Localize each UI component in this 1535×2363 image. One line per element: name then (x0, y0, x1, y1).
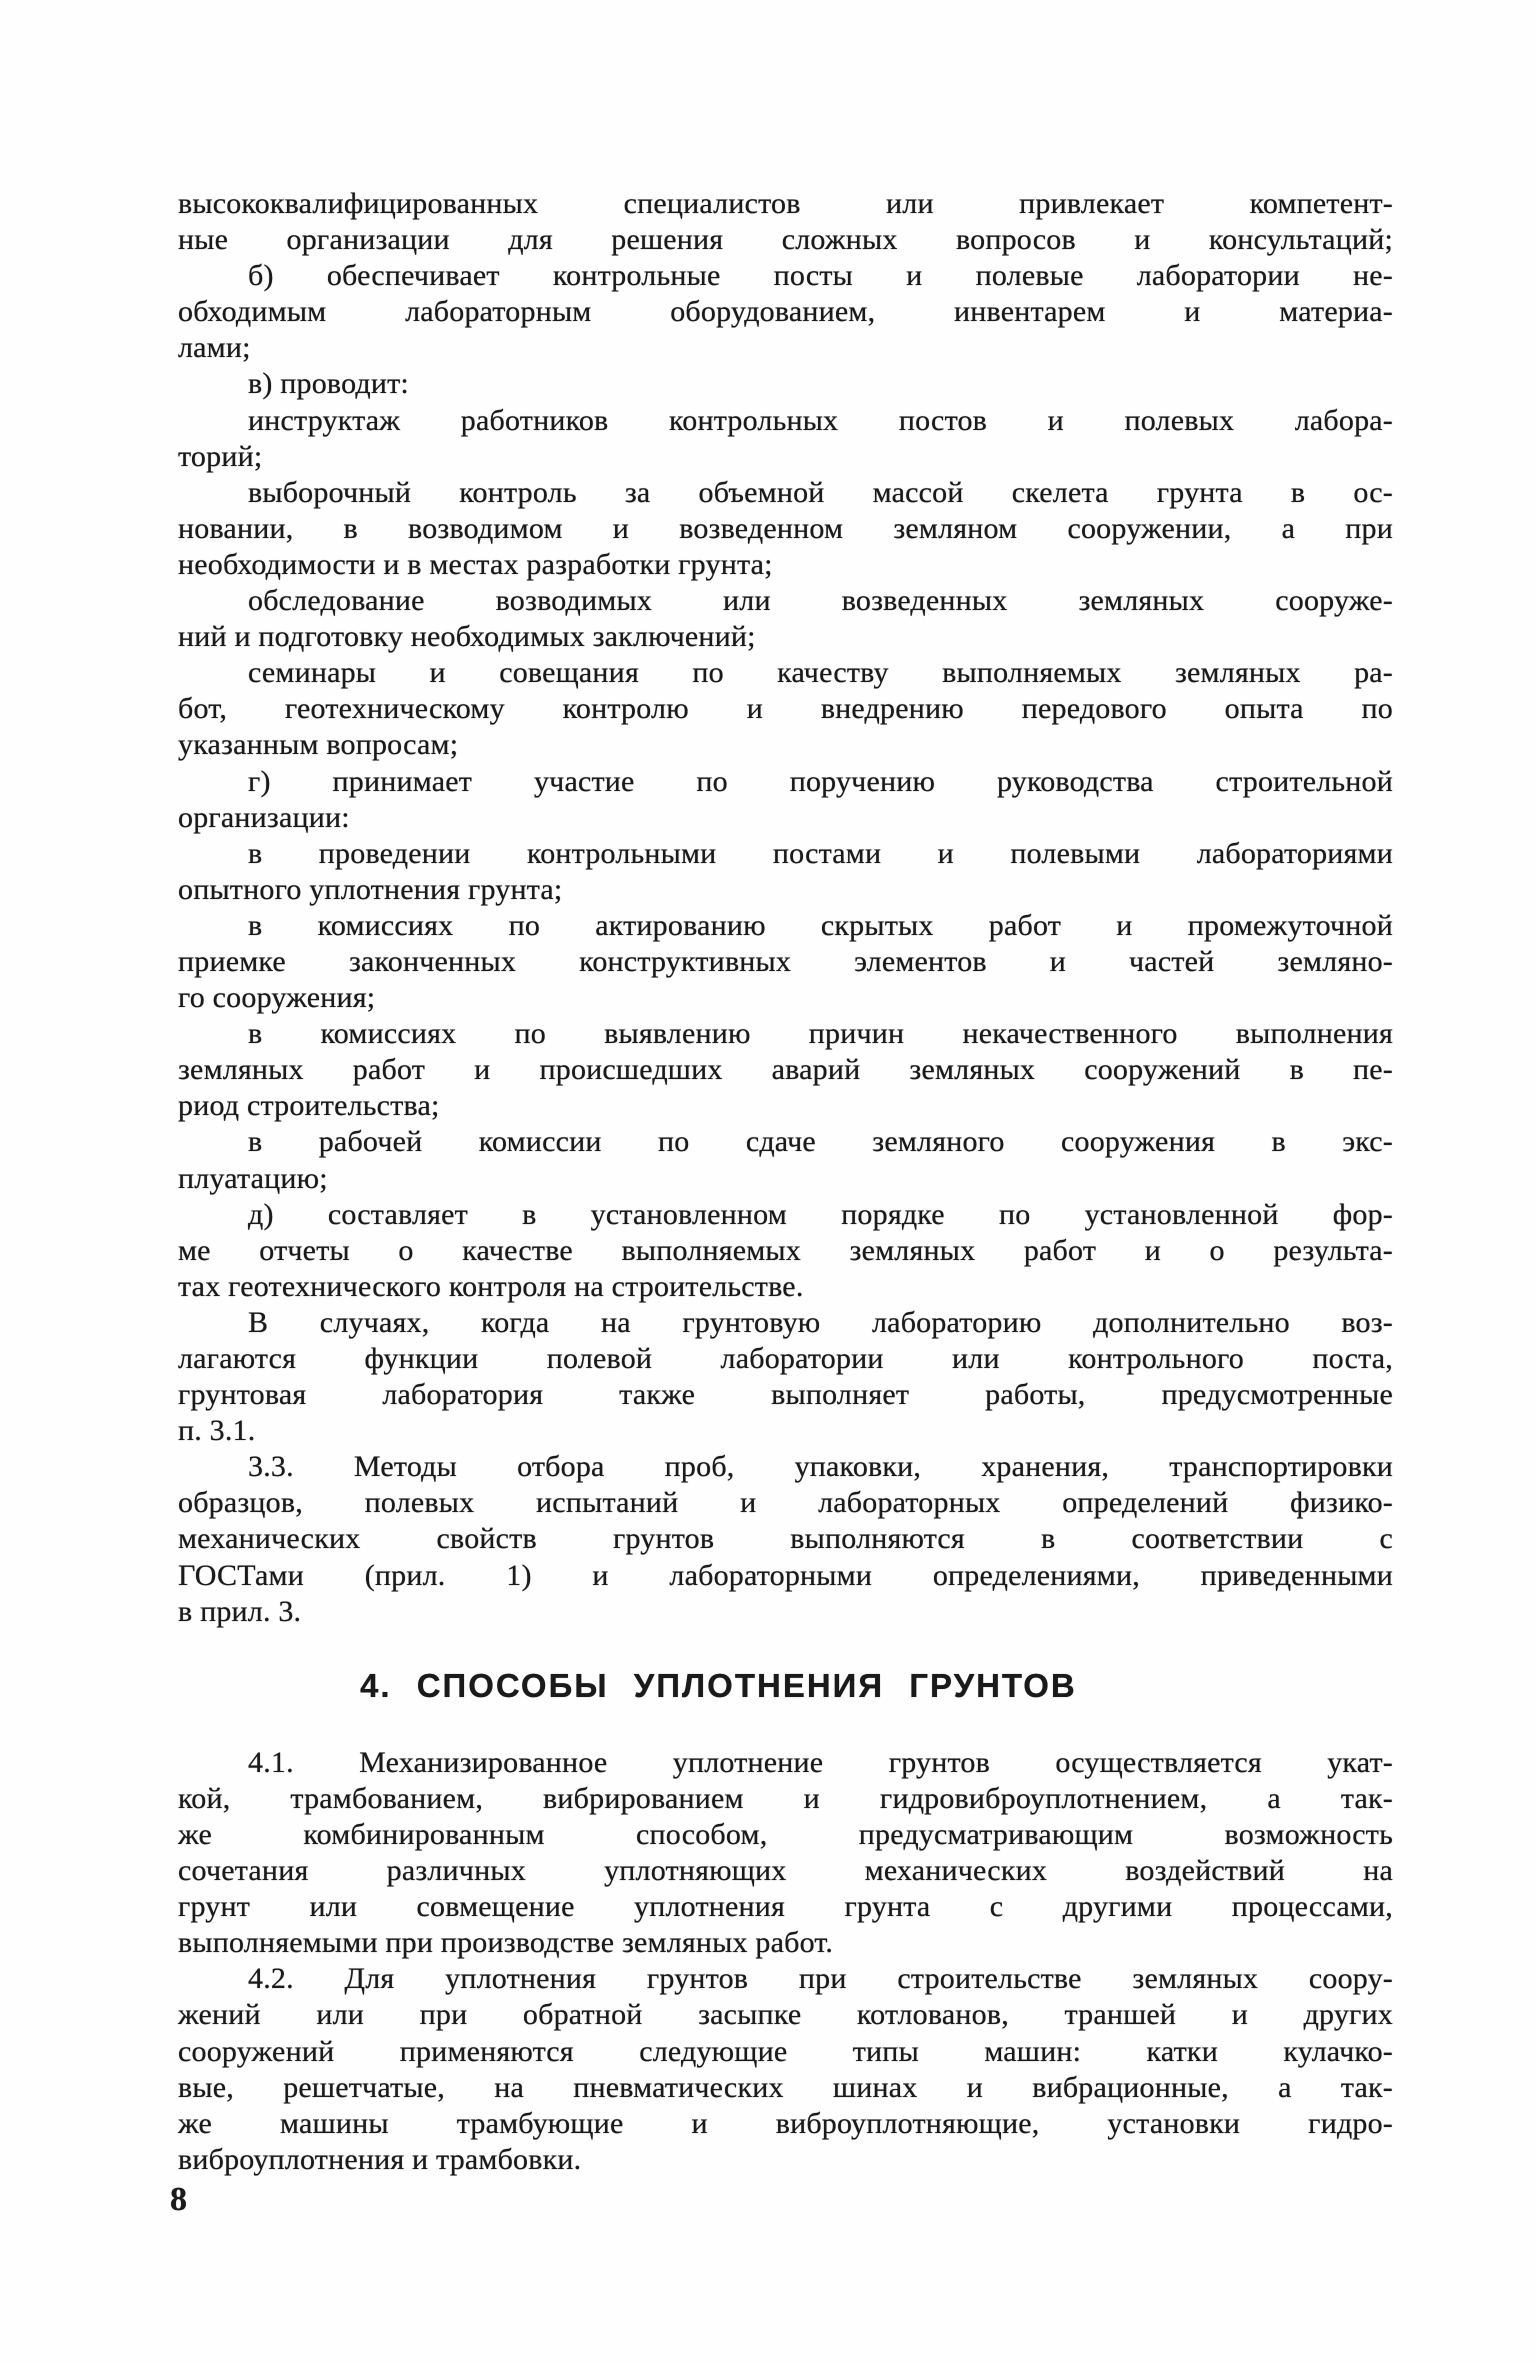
text-line: высококвалифицированных специалистов или привлекает компетент- (178, 187, 1393, 220)
section-heading: 4. СПОСОБЫ УПЛОТНЕНИЯ ГРУНТОВ (360, 1666, 1077, 1704)
text-line: 4.2. Для уплотнения грунтов при строительстве земляных соору- (248, 1962, 1393, 1996)
text-line: б) обеспечивает контрольные посты и полевые лаборатории не- (248, 259, 1393, 293)
text-line: ные организации для решения сложных вопросов и консультаций; (178, 223, 1393, 257)
text-line: же комбинированным способом, предусматривающим возможность (178, 1817, 1393, 1851)
text-line: выборочный контроль за объемной массой скелета грунта в ос- (248, 475, 1393, 509)
text-line: лами; (178, 331, 251, 365)
text-line: в рабочей комиссии по сдаче земляного сооружения в экс- (248, 1125, 1393, 1159)
text-line: опытного уплотнения грунта; (178, 872, 563, 906)
text-line: образцов, полевых испытаний и лабораторных определений физико- (178, 1486, 1393, 1520)
text-line: виброуплотнения и трамбовки. (178, 2142, 582, 2176)
text-line: новании, в возводимом и возведенном земляном сооружении, а при (178, 511, 1393, 545)
text-line: в комиссиях по актированию скрытых работ и промежуточной (248, 908, 1393, 942)
text-line: указанным вопросам; (178, 728, 459, 762)
text-line: торий; (178, 439, 263, 473)
text-line: лагаются функции полевой лаборатории или контрольного поста, (178, 1342, 1393, 1375)
text-line: кой, трамбованием, вибрированием и гидровиброуплотнением, а так- (178, 1781, 1393, 1815)
text-line: земляных работ и происшедших аварий земляных сооружений в пе- (178, 1053, 1393, 1087)
text-line: организации: (178, 800, 350, 834)
text-line: ГОСТами (прил. 1) и лабораторными определениями, приведенными (178, 1558, 1393, 1592)
text-line: риод строительства; (178, 1089, 440, 1123)
text-line: же машины трамбующие и виброуплотняющие, установки гидро- (178, 2106, 1393, 2140)
text-line: приемке законченных конструктивных элементов и частей земляно- (178, 944, 1393, 978)
text-line: сооружений применяются следующие типы машин: катки кулачко- (178, 2034, 1393, 2068)
text-line: ме отчеты о качестве выполняемых земляных работ и о результа- (178, 1233, 1393, 1267)
text-line: в прил. 3. (178, 1594, 302, 1628)
text-line: в проведении контрольными постами и полевыми лабораториями (248, 836, 1393, 870)
body-text (178, 186, 1393, 1630)
text-line: плуатацию; (178, 1161, 328, 1195)
text-line: д) составляет в установленном порядке по установленной фор- (248, 1197, 1393, 1231)
text-line: в комиссиях по выявлению причин некачественного выполнения (248, 1017, 1393, 1051)
text-line: п. 3.1. (178, 1414, 256, 1448)
text-line: грунтовая лаборатория также выполняет работы, предусмотренные (178, 1378, 1393, 1412)
text-line: г) принимает участие по поручению руководства строительной (248, 764, 1393, 798)
text-line: го сооружения; (178, 981, 376, 1015)
text-line: механических свойств грунтов выполняются в соответствии с (178, 1522, 1393, 1556)
text-line: жений или при обратной засыпке котлованов, траншей и других (178, 1998, 1393, 2032)
text-line: 4.1. Механизированное уплотнение грунтов осуществляется укат- (248, 1745, 1393, 1779)
text-line: в) проводит: (248, 367, 409, 401)
text-line: сочетания различных уплотняющих механических воздействий на (178, 1854, 1393, 1888)
text-line: выполняемыми при производстве земляных работ. (178, 1926, 834, 1960)
text-line: семинары и совещания по качеству выполняемых земляных ра- (248, 656, 1393, 690)
section4-text (178, 1745, 1393, 2178)
text-line: вые, решетчатые, на пневматических шинах и вибрационные, а так- (178, 2070, 1393, 2104)
text-line: В случаях, когда на грунтовую лабораторию дополнительно воз- (248, 1305, 1393, 1339)
page-number: 8 (170, 2181, 187, 2218)
text-block (178, 186, 1393, 2178)
text-line: тах геотехнического контроля на строительстве. (178, 1269, 804, 1303)
text-line: ний и подготовку необходимых заключений; (178, 620, 756, 654)
text-line: инструктаж работников контрольных постов и полевых лабора- (248, 403, 1393, 437)
text-line: бот, геотехническому контролю и внедрению передового опыта по (178, 692, 1393, 726)
text-line: грунт или совмещение уплотнения грунта с другими процессами, (178, 1890, 1393, 1924)
text-line: обследование возводимых или возведенных земляных сооруже- (248, 584, 1393, 618)
text-line: необходимости и в местах разработки грунта; (178, 547, 773, 581)
text-line: обходимым лабораторным оборудованием, инвентарем и материа- (178, 295, 1393, 329)
text-line: 3.3. Методы отбора проб, упаковки, хранения, транспортировки (248, 1450, 1393, 1484)
